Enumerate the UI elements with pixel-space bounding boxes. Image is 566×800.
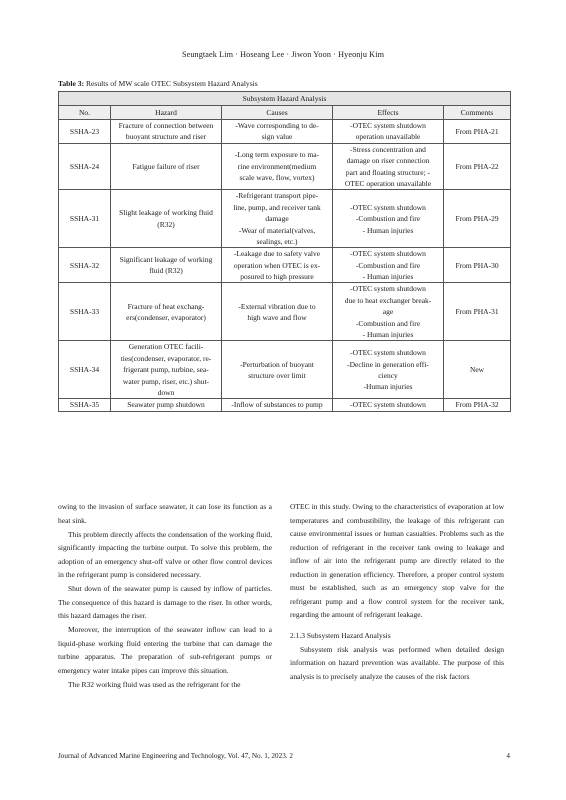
- cell-line: -Decline in generation effi-: [347, 359, 429, 369]
- hazard-analysis-table: [58, 91, 511, 412]
- cell-line: - Human injuries: [362, 330, 414, 340]
- cell-line: -Inflow of substances to pump: [231, 400, 323, 410]
- cell-line: -Stress concentration and: [350, 144, 426, 154]
- body-paragraph: Moreover, the interruption of the seawater inflow can lead to a liquid-phase working fluid entering the turbine that can damage the turbine apparatus. The preparation of sub-refrigerant pumps or emergency water intake pipes can improve this situation.: [58, 625, 272, 675]
- cell-line: sealings, etc.): [256, 236, 298, 246]
- table-row: [59, 399, 511, 411]
- table-row: [59, 248, 511, 283]
- cell-line: -OTEC system shutdown: [350, 284, 426, 294]
- journal-citation: Journal of Advanced Marine Engineering and Technology, Vol. 47, No. 1, 2023. 2: [58, 752, 293, 760]
- cell-hazard: [111, 341, 222, 399]
- cell-line: -Wave corresponding to de-: [235, 121, 319, 130]
- cell-line: damage on riser connection: [346, 156, 430, 166]
- cell-no: [59, 143, 111, 190]
- cell-line: -OTEC system shutdown: [350, 202, 426, 212]
- cell-line: sign value: [261, 132, 293, 142]
- table-row: [59, 120, 511, 144]
- cell-hazard: [111, 143, 222, 190]
- cell-effects: [333, 283, 444, 341]
- cell-text: SSHA-35: [69, 400, 100, 410]
- body-paragraph: owing to the invasion of surface seawater, it can lose its function as a heat sink.: [58, 502, 272, 525]
- body-paragraph: The R32 working fluid was used as the refrigerant for the: [68, 679, 241, 689]
- cell-line: Fatigue failure of riser: [132, 161, 200, 171]
- cell-line: Fracture of connection between: [118, 121, 214, 130]
- cell-causes: [222, 248, 333, 283]
- body-paragraph: This problem directly affects the condensation of the working fluid, significantly impacting the turbine output. To solve this problem, the adoption of an emergency shut-off valve or other flow control devices in the refrigerant pump is considered necessary.: [58, 529, 272, 579]
- cell-causes: [222, 341, 333, 399]
- page-footer: [58, 752, 510, 760]
- cell-line: -Leakage due to safety valve: [233, 249, 321, 259]
- cell-line: scale wave, flow, vortex): [239, 173, 315, 183]
- cell-line: frigerant pump, turbine, sea-: [123, 365, 209, 375]
- cell-hazard: [111, 283, 222, 341]
- cell-line: -OTEC system shutdown: [350, 121, 426, 130]
- column-header-hazard: Hazard: [111, 106, 222, 120]
- left-text-column: [58, 500, 272, 692]
- body-paragraph: Subsystem risk analysis was performed when detailed design information on hazard prevention was available. The purpose of this analysis is to precisely analyze the causes of the risk factors: [290, 644, 504, 681]
- cell-line: age: [382, 307, 394, 317]
- cell-no: [59, 190, 111, 248]
- cell-line: -Long term exposure to ma-: [234, 150, 320, 160]
- cell-causes: [222, 143, 333, 190]
- table-caption-text: Results of MW scale OTEC Subsystem Hazard Analysis: [84, 79, 258, 88]
- cell-text: From PHA-29: [455, 214, 499, 224]
- cell-line: - Human injuries: [362, 272, 414, 282]
- cell-text: SSHA-33: [69, 307, 100, 317]
- cell-comments: [444, 190, 511, 248]
- column-header-no: No.: [59, 106, 111, 120]
- cell-line: due to heat exchanger break-: [344, 295, 432, 305]
- cell-text: From PHA-22: [455, 161, 499, 171]
- cell-line: -Perturbation of buoyant: [240, 359, 314, 369]
- cell-line: rine environment(medium: [237, 161, 317, 171]
- cell-no: [59, 120, 111, 144]
- table-row: [59, 283, 511, 341]
- cell-text: SSHA-24: [69, 161, 100, 171]
- table-row: [59, 341, 511, 399]
- cell-line: Fracture of heat exchang-: [127, 301, 205, 311]
- cell-text: From PHA-30: [455, 260, 499, 270]
- cell-line: -OTEC system shutdown: [350, 348, 426, 358]
- cell-line: ciency: [378, 370, 398, 380]
- column-header-effects: Effects: [333, 106, 444, 120]
- cell-line: down: [157, 387, 175, 397]
- table-group-header: Subsystem Hazard Analysis: [59, 92, 511, 106]
- cell-line: Significant leakage of working: [119, 254, 213, 264]
- cell-effects: [333, 190, 444, 248]
- table-caption-label: Table 3:: [58, 79, 85, 88]
- body-paragraph: Shut down of the seawater pump is caused by inflow of particles. The consequence of this hazard is damage to the riser. In other words, this hazard damages the riser.: [58, 584, 272, 620]
- table-caption: [58, 79, 258, 88]
- cell-line: structure over limit: [248, 370, 306, 380]
- cell-line: -OTEC system shutdown: [350, 249, 426, 259]
- cell-text: SSHA-32: [69, 260, 100, 270]
- cell-no: [59, 283, 111, 341]
- cell-line: (R32): [157, 219, 175, 229]
- page-number: 4: [506, 752, 510, 760]
- cell-effects: [333, 341, 444, 399]
- cell-line: -External vibration due to: [238, 301, 316, 311]
- running-header-authors: Seungtaek Lim · Hoseang Lee · Jiwon Yoon · Hyeonju Kim: [181, 50, 385, 59]
- cell-comments: [444, 120, 511, 144]
- column-header-comments: Comments: [444, 106, 511, 120]
- right-text-column: [290, 500, 504, 684]
- cell-line: Generation OTEC facili-: [128, 342, 204, 352]
- cell-line: -Combustion and fire: [355, 260, 421, 270]
- cell-line: Slight leakage of working fluid: [119, 208, 213, 218]
- cell-line: damage: [265, 214, 289, 224]
- cell-line: operation when OTEC is ex-: [233, 260, 321, 270]
- cell-text: New: [469, 365, 485, 375]
- cell-hazard: [111, 399, 222, 411]
- cell-causes: [222, 399, 333, 411]
- cell-comments: [444, 143, 511, 190]
- cell-line: - Human injuries: [362, 225, 414, 235]
- cell-line: ers(condenser, evaporator): [126, 312, 206, 322]
- cell-effects: [333, 120, 444, 144]
- body-paragraph: OTEC in this study. Owing to the characteristics of evaporation at low temperatures and combustibility, the leakage of this refrigerant can cause environmental issues or human casualties. Problems such as the reduction of refrigerant in the receiver tank owing to leakage and inflow of air into the refrigerant pump are directly related to the reduction in generation efficiency. Therefore, a proper control system must be established, such as an emergency stop valve for the refrigerant pump and a flow control system for the receiver tank, regarding the amount of refrigerant leakage.: [290, 502, 504, 619]
- cell-text: SSHA-34: [69, 365, 100, 375]
- cell-causes: [222, 283, 333, 341]
- cell-effects: [333, 399, 444, 411]
- cell-hazard: [111, 190, 222, 248]
- cell-line: -Refrigerant transport pipe-: [235, 191, 319, 201]
- cell-text: From PHA-21: [455, 126, 499, 136]
- cell-comments: [444, 283, 511, 341]
- cell-effects: [333, 248, 444, 283]
- cell-line: -Combustion and fire: [355, 318, 421, 328]
- cell-causes: [222, 120, 333, 144]
- cell-no: [59, 248, 111, 283]
- cell-text: From PHA-32: [455, 400, 499, 410]
- cell-line: -OTEC system shutdown: [350, 400, 426, 410]
- cell-line: fluid (R32): [149, 266, 183, 276]
- column-header-causes: Causes: [222, 106, 333, 120]
- table-row: [59, 190, 511, 248]
- table-body: [59, 120, 511, 412]
- cell-no: [59, 341, 111, 399]
- cell-line: Seawater pump shutdown: [127, 400, 205, 410]
- cell-hazard: [111, 248, 222, 283]
- cell-comments: [444, 399, 511, 411]
- cell-line: posured to high pressure: [240, 272, 314, 282]
- cell-line: -Wear of material(valves,: [238, 225, 316, 235]
- cell-text: SSHA-23: [69, 126, 100, 136]
- cell-effects: [333, 143, 444, 190]
- cell-line: buoyant structure and riser: [125, 132, 207, 142]
- cell-hazard: [111, 120, 222, 144]
- cell-comments: [444, 341, 511, 399]
- cell-line: high wave and flow: [247, 312, 307, 322]
- table-row: [59, 143, 511, 190]
- cell-causes: [222, 190, 333, 248]
- cell-line: ties(condenser, evaporator, re-: [120, 353, 212, 363]
- cell-no: [59, 399, 111, 411]
- cell-comments: [444, 248, 511, 283]
- cell-line: line, pump, and receiver tank: [233, 202, 321, 212]
- cell-line: operation unavailable: [355, 132, 421, 142]
- cell-text: From PHA-31: [455, 307, 499, 317]
- cell-text: SSHA-31: [69, 214, 100, 224]
- cell-line: -Combustion and fire: [355, 214, 421, 224]
- cell-line: part and floating structure; -: [345, 167, 431, 177]
- section-heading: 2.1.3 Subsystem Hazard Analysis: [290, 630, 391, 640]
- cell-line: OTEC operation unavailable: [344, 178, 432, 188]
- cell-line: water pump, riser, etc.) shut-: [122, 376, 210, 386]
- cell-line: -Human injuries: [363, 382, 413, 392]
